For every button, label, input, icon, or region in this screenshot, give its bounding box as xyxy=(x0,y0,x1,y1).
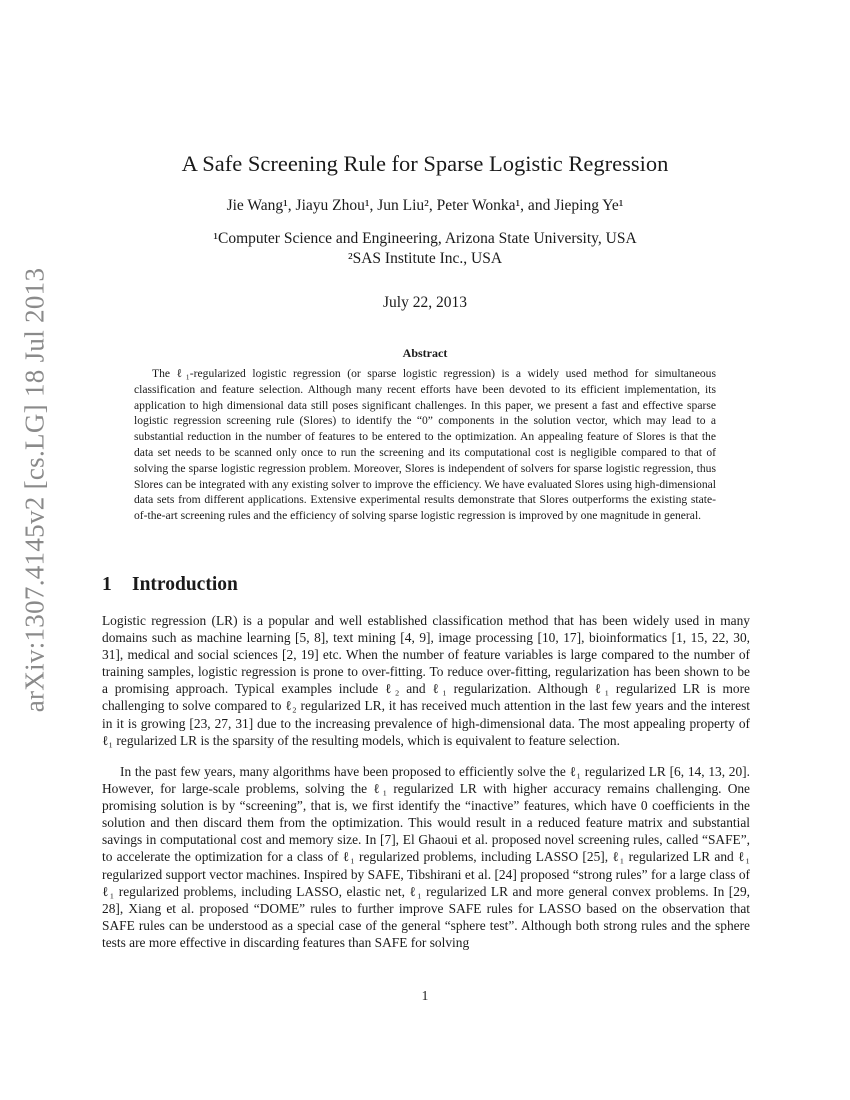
paper-title: A Safe Screening Rule for Sparse Logistic Regression xyxy=(181,151,669,176)
section-title: Introduction xyxy=(132,574,238,595)
paragraph-1: Logistic regression (LR) is a popular and well established classification method that has been widely used in many domains such as machine learning [5, 8], text mining [4, 9], image processing [10, 17], bioinformatics [1, 15, 22, 30, 31], medical and social sciences [2, 19] etc. When the number of feature variables is large compared to the number of training samples, logistic regression is prone to over-fitting. To reduce over-fitting, regularization has been shown to be a promising approach. Typical examples include ℓ₂ and ℓ₁ regularization. Although ℓ₁ regularized LR is more challenging to solve compared to ℓ₂ regularized LR, it has received much attention in the last few years and the interest in it is growing [23, 27, 31] due to the increasing prevalence of high-dimensional data. The most appealing property of ℓ₁ regularized LR is the sparsity of the resulting models, which is equivalent to feature selection. xyxy=(102,613,750,748)
abstract-body xyxy=(134,366,716,524)
arxiv-stamp-text: arXiv:1307.4145v2 [cs.LG] 18 Jul 2013 xyxy=(19,267,50,713)
arxiv-stamp xyxy=(14,267,56,713)
author-list: Jie Wang¹, Jiayu Zhou¹, Jun Liu², Peter Wonka¹, and Jieping Ye¹ xyxy=(226,197,624,214)
affiliation-2: ²SAS Institute Inc., USA xyxy=(347,250,503,267)
affiliation-1: ¹Computer Science and Engineering, Arizona State University, USA xyxy=(213,230,637,247)
paper-date: July 22, 2013 xyxy=(383,294,467,311)
section-heading xyxy=(102,574,238,596)
abstract-heading: Abstract xyxy=(402,346,448,360)
paragraph-2: In the past few years, many algorithms have been proposed to efficiently solve the ℓ₁ regularized LR [6, 14, 13, 20]. However, for large-scale problems, solving the ℓ₁ regularized LR with higher accuracy remains challenging. One promising solution is by “screening”, that is, we first identify the “inactive” features, which have 0 coefficients in the solution and then discard them from the optimization. This would result in a reduced feature matrix and substantial savings in computational cost and memory size. In [7], El Ghaoui et al. proposed novel screening rules, called “SAFE”, to accelerate the optimization for a class of ℓ₁ regularized problems, including LASSO [25], ℓ₁ regularized LR and ℓ₁ regularized support vector machines. Inspired by SAFE, Tibshirani et al. [24] proposed “strong rules” for a large class of ℓ₁ regularized problems, including LASSO, elastic net, ℓ₁ regularized LR and more general convex problems. In [29, 28], Xiang et al. proposed “DOME” rules to further improve SAFE rules for LASSO based on the observation that SAFE rules can be understood as a special case of the general “sphere test”. Although both strong rules and the sphere tests are more effective in discarding features than SAFE for solving xyxy=(102,764,750,950)
section-number: 1 xyxy=(102,574,112,595)
page-number: 1 xyxy=(421,988,429,1003)
abstract-text: The ℓ₁-regularized logistic regression (or sparse logistic regression) is a widely used method for simultaneous classification and feature selection. Although many recent efforts have been devoted to its efficient implementation, its application to high dimensional data still poses significant challenges. In this paper, we present a fast and effective sparse logistic regression screening rule (Slores) to identify the “0” components in the solution vector, which may lead to a substantial reduction in the number of features to be entered to the optimization. An appealing feature of Slores is that the data set needs to be scanned only once to run the screening and its computational cost is negligible compared to that of solving the sparse logistic regression problem. Moreover, Slores is independent of solvers for sparse logistic regression, thus Slores can be integrated with any existing solver to improve the efficiency. We have evaluated Slores using high-dimensional data sets from different applications. Extensive experimental results demonstrate that Slores outperforms the existing state-of-the-art screening rules and the efficiency of solving sparse logistic regression is improved by one magnitude in general. xyxy=(134,367,716,523)
